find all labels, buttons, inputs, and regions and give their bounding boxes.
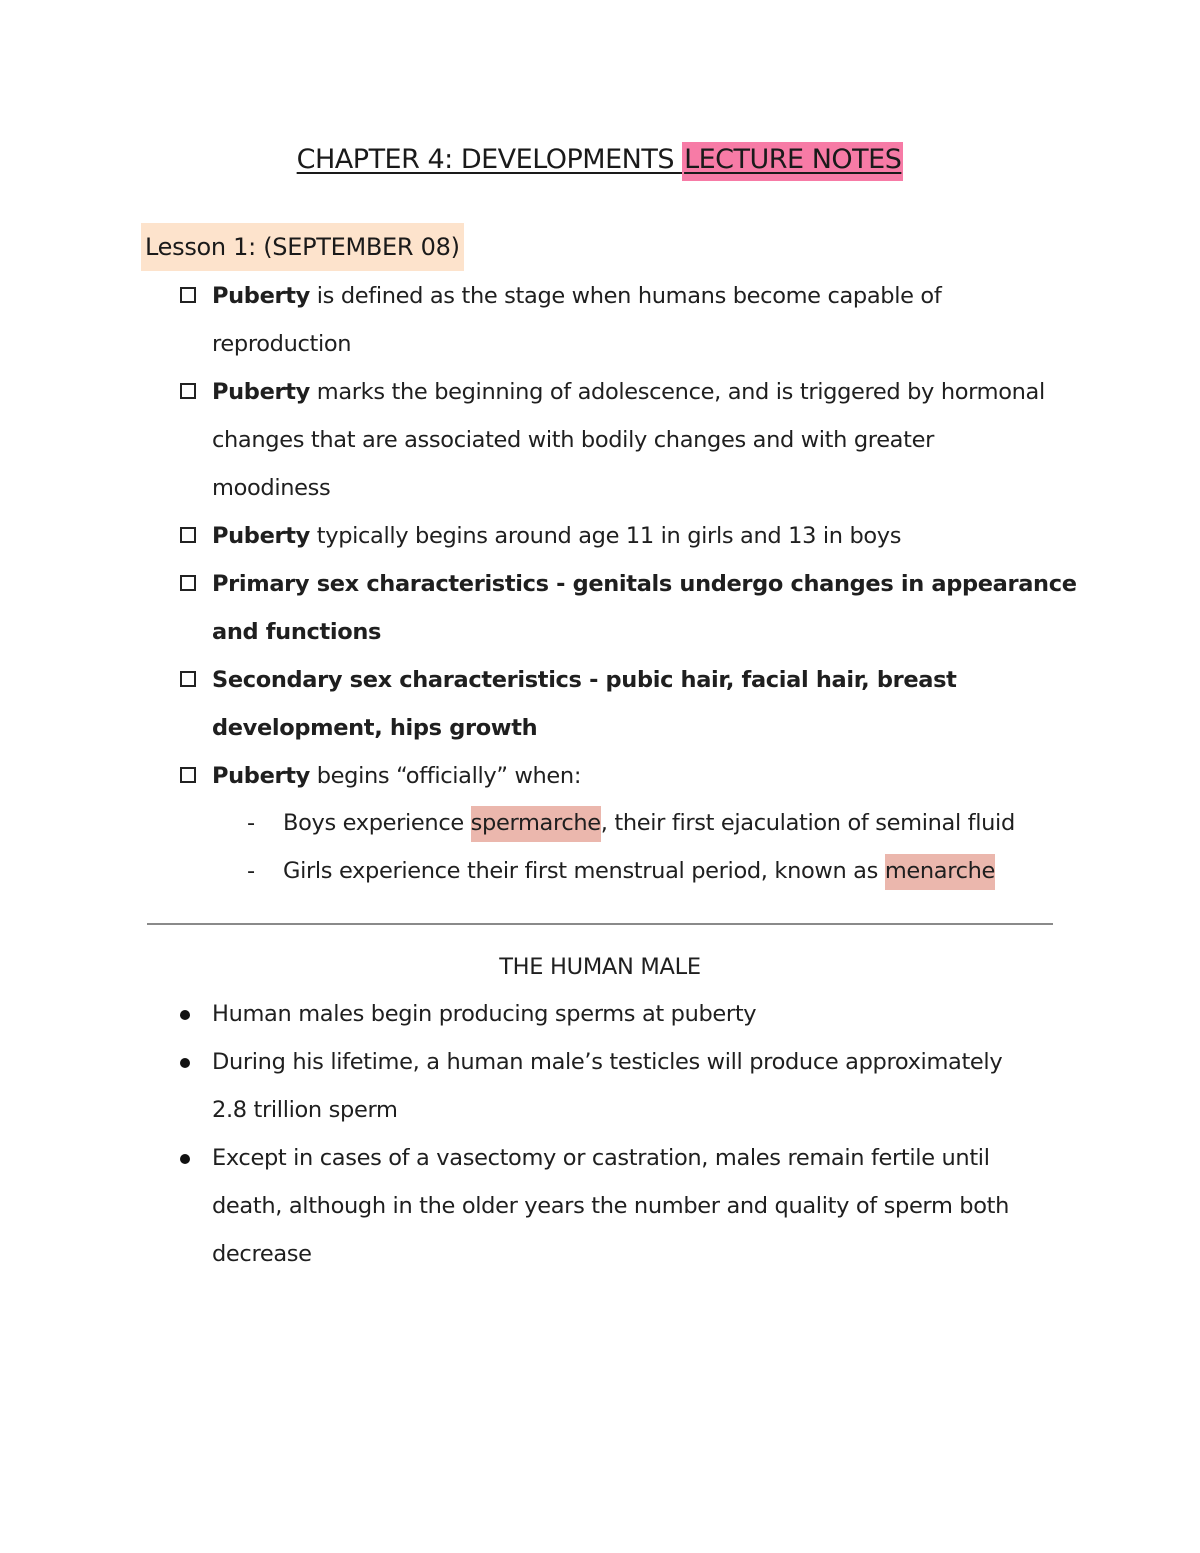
term: Puberty	[212, 379, 310, 405]
sub-list-item	[247, 847, 1015, 895]
term: Puberty	[212, 283, 310, 309]
list-item	[178, 990, 1078, 1038]
term: Puberty	[212, 763, 310, 789]
item-text: is defined as the stage when humans become capable of	[309, 283, 942, 309]
item-text: 2.8 trillion sperm	[212, 1097, 398, 1123]
page-title	[0, 140, 1200, 180]
term: Secondary sex characteristics - pubic hair, facial hair, breast	[212, 667, 957, 693]
list-item	[178, 272, 1078, 368]
sub-list-item	[247, 799, 1015, 847]
bullet-icon	[180, 1058, 190, 1068]
list-item	[178, 752, 1078, 800]
item-text: During his lifetime, a human male’s testicles will produce approximately	[212, 1049, 1003, 1075]
highlighted-term: spermarche	[471, 806, 601, 842]
title-part1: CHAPTER 4: DEVELOPMENTS	[296, 144, 683, 175]
item-text: reproduction	[212, 331, 352, 357]
item-text: Girls experience their first menstrual period, known as	[283, 858, 885, 884]
term: Primary sex characteristics - genitals undergo changes in appearance	[212, 571, 1077, 597]
item-text: death, although in the older years the number and quality of sperm both	[212, 1193, 1010, 1219]
checkbox-icon	[180, 671, 196, 687]
list-item	[178, 368, 1078, 512]
bullet-icon	[180, 1154, 190, 1164]
list-item	[178, 560, 1078, 656]
item-text: , their first ejaculation of seminal fluid	[600, 810, 1015, 836]
item-text: Boys experience	[283, 810, 471, 836]
checkbox-icon	[180, 527, 196, 543]
male-bullet-list	[178, 990, 1078, 1278]
checkbox-icon	[180, 575, 196, 591]
term: Puberty	[212, 523, 310, 549]
item-text: moodiness	[212, 475, 331, 501]
item-text: marks the beginning of adolescence, and is triggered by hormonal	[309, 379, 1045, 405]
bullet-icon	[180, 1010, 190, 1020]
list-item	[178, 512, 1078, 560]
lesson-heading: Lesson 1: (SEPTEMBER 08)	[141, 223, 464, 271]
list-item	[178, 1038, 1078, 1134]
puberty-sublist	[247, 799, 1015, 895]
dash-marker: -	[247, 858, 255, 884]
item-text: decrease	[212, 1241, 312, 1267]
title-highlight: LECTURE NOTES	[682, 142, 903, 181]
term: development, hips growth	[212, 715, 538, 741]
dash-marker: -	[247, 810, 255, 836]
checkbox-icon	[180, 767, 196, 783]
item-text: changes that are associated with bodily changes and with greater	[212, 427, 934, 453]
highlighted-term: menarche	[885, 854, 995, 890]
puberty-checklist	[178, 272, 1078, 800]
checkbox-icon	[180, 383, 196, 399]
item-text: Human males begin producing sperms at puberty	[212, 1001, 757, 1027]
list-item	[178, 656, 1078, 752]
item-text: Except in cases of a vasectomy or castration, males remain fertile until	[212, 1145, 990, 1171]
item-text: typically begins around age 11 in girls and 13 in boys	[309, 523, 902, 549]
list-item	[178, 1134, 1078, 1278]
horizontal-divider	[147, 923, 1053, 925]
term: and functions	[212, 619, 382, 645]
section-title: THE HUMAN MALE	[499, 954, 701, 980]
checkbox-icon	[180, 287, 196, 303]
item-text: begins “officially” when:	[309, 763, 582, 789]
